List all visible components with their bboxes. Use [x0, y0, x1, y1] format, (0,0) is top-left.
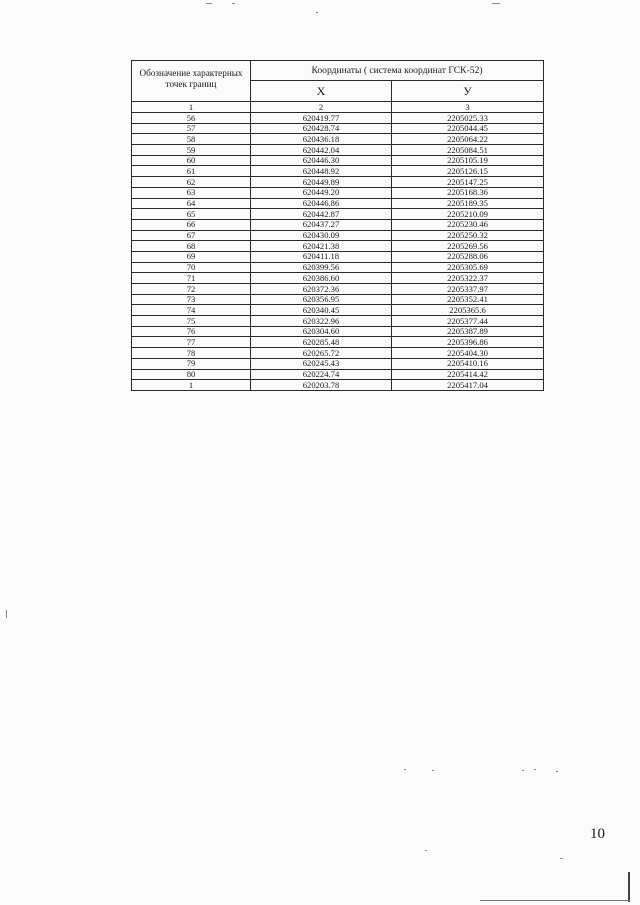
scan-speck [232, 3, 235, 4]
y-coordinate-cell: 2205387.89 [392, 326, 544, 337]
point-number-cell: 56 [132, 113, 251, 124]
scan-speck [425, 850, 427, 851]
point-number-cell: 69 [132, 251, 251, 262]
y-coordinate-cell: 2205404.30 [392, 348, 544, 359]
x-coordinate-cell: 620421.38 [251, 241, 392, 252]
x-coordinate-cell: 620411.18 [251, 251, 392, 262]
y-coordinate-cell: 2205084.51 [392, 145, 544, 156]
scan-edge-mark [628, 872, 630, 902]
y-coordinate-cell: 2205105.19 [392, 155, 544, 166]
scan-speck [316, 12, 318, 13]
y-coordinate-cell: 2205352.41 [392, 294, 544, 305]
y-coordinate-cell: 2205064.22 [392, 134, 544, 145]
point-number-cell: 57 [132, 123, 251, 134]
x-coordinate-cell: 620430.09 [251, 230, 392, 241]
table-row [132, 134, 544, 145]
table-row [132, 219, 544, 230]
header-number-row [132, 102, 544, 113]
point-number-cell: 72 [132, 284, 251, 295]
table-row [132, 187, 544, 198]
x-coordinate-cell: 620442.04 [251, 145, 392, 156]
point-number-cell: 77 [132, 337, 251, 348]
y-coordinate-cell: 2205044.45 [392, 123, 544, 134]
scan-speck [432, 770, 434, 771]
y-coordinate-cell: 2205365.6 [392, 305, 544, 316]
header-coordinates-group: Координаты ( система координат ГСК-52) [251, 61, 544, 81]
x-coordinate-cell: 620265.72 [251, 348, 392, 359]
table-row [132, 241, 544, 252]
x-coordinate-cell: 620304.60 [251, 326, 392, 337]
point-number-cell: 1 [132, 380, 251, 391]
scan-speck [560, 858, 563, 859]
point-number-cell: 59 [132, 145, 251, 156]
x-coordinate-cell: 620428.74 [251, 123, 392, 134]
table-row [132, 230, 544, 241]
scan-edge-mark [480, 900, 630, 901]
x-coordinate-cell: 620386.60 [251, 273, 392, 284]
y-coordinate-cell: 2205414.42 [392, 369, 544, 380]
x-coordinate-cell: 620245.43 [251, 358, 392, 369]
point-number-cell: 75 [132, 316, 251, 327]
y-coordinate-cell: 2205147.25 [392, 177, 544, 188]
x-coordinate-cell: 620372.36 [251, 284, 392, 295]
point-number-cell: 64 [132, 198, 251, 209]
table-row [132, 166, 544, 177]
point-number-cell: 79 [132, 358, 251, 369]
table-row [132, 262, 544, 273]
scan-speck [522, 770, 524, 771]
y-coordinate-cell: 2205322.37 [392, 273, 544, 284]
table-row [132, 326, 544, 337]
scan-speck [206, 3, 212, 4]
point-number-cell: 66 [132, 219, 251, 230]
x-coordinate-cell: 620340.45 [251, 305, 392, 316]
point-number-cell: 65 [132, 209, 251, 220]
point-number-cell: 70 [132, 262, 251, 273]
coordinates-table-body [132, 61, 544, 391]
y-coordinate-cell: 2205025.33 [392, 113, 544, 124]
header-row-1 [132, 61, 544, 81]
scan-speck [534, 769, 536, 770]
point-number-cell: 63 [132, 187, 251, 198]
table-row [132, 316, 544, 327]
header-x: X [251, 81, 392, 102]
point-number-cell: 60 [132, 155, 251, 166]
x-coordinate-cell: 620203.78 [251, 380, 392, 391]
y-coordinate-cell: 2205396.86 [392, 337, 544, 348]
x-coordinate-cell: 620399.56 [251, 262, 392, 273]
y-coordinate-cell: 2205269.56 [392, 241, 544, 252]
point-number-cell: 67 [132, 230, 251, 241]
header-point-label: Обозначение характерных точек границ [132, 61, 251, 102]
point-number-cell: 78 [132, 348, 251, 359]
x-coordinate-cell: 620224.74 [251, 369, 392, 380]
point-number-cell: 71 [132, 273, 251, 284]
table-row [132, 380, 544, 391]
x-coordinate-cell: 620446.30 [251, 155, 392, 166]
table-row [132, 273, 544, 284]
table-row [132, 337, 544, 348]
point-number-cell: 62 [132, 177, 251, 188]
y-coordinate-cell: 2205189.35 [392, 198, 544, 209]
table-row [132, 294, 544, 305]
y-coordinate-cell: 2205377.44 [392, 316, 544, 327]
x-coordinate-cell: 620419.77 [251, 113, 392, 124]
point-number-cell: 61 [132, 166, 251, 177]
table-row [132, 369, 544, 380]
scan-speck [492, 3, 500, 4]
coordinates-table [131, 60, 544, 391]
y-coordinate-cell: 2205337.97 [392, 284, 544, 295]
x-coordinate-cell: 620436.18 [251, 134, 392, 145]
header-y: У [392, 81, 544, 102]
table-row [132, 155, 544, 166]
y-coordinate-cell: 2205417.04 [392, 380, 544, 391]
x-coordinate-cell: 620437.27 [251, 219, 392, 230]
y-coordinate-cell: 2205288.06 [392, 251, 544, 262]
y-coordinate-cell: 2205126.15 [392, 166, 544, 177]
x-coordinate-cell: 620448.92 [251, 166, 392, 177]
table-row [132, 358, 544, 369]
table-row [132, 177, 544, 188]
table-row [132, 305, 544, 316]
table-row [132, 113, 544, 124]
point-number-cell: 76 [132, 326, 251, 337]
y-coordinate-cell: 2205230.46 [392, 219, 544, 230]
y-coordinate-cell: 2205168.36 [392, 187, 544, 198]
table-row [132, 284, 544, 295]
scan-speck [6, 610, 7, 618]
table-row [132, 209, 544, 220]
x-coordinate-cell: 620285.48 [251, 337, 392, 348]
x-coordinate-cell: 620449.20 [251, 187, 392, 198]
point-number-cell: 68 [132, 241, 251, 252]
x-coordinate-cell: 620322.96 [251, 316, 392, 327]
y-coordinate-cell: 2205410.16 [392, 358, 544, 369]
point-number-cell: 74 [132, 305, 251, 316]
point-number-cell: 73 [132, 294, 251, 305]
table-row [132, 348, 544, 359]
table-row [132, 145, 544, 156]
table-row [132, 251, 544, 262]
column-number-1: 1 [132, 102, 251, 113]
x-coordinate-cell: 620449.89 [251, 177, 392, 188]
point-number-cell: 80 [132, 369, 251, 380]
scan-speck [556, 771, 558, 772]
x-coordinate-cell: 620446.86 [251, 198, 392, 209]
table-row [132, 123, 544, 134]
point-number-cell: 58 [132, 134, 251, 145]
y-coordinate-cell: 2205305.69 [392, 262, 544, 273]
page-number: 10 [590, 826, 605, 842]
x-coordinate-cell: 620356.95 [251, 294, 392, 305]
y-coordinate-cell: 2205210.09 [392, 209, 544, 220]
x-coordinate-cell: 620442.87 [251, 209, 392, 220]
column-number-3: 3 [392, 102, 544, 113]
column-number-2: 2 [251, 102, 392, 113]
table-row [132, 198, 544, 209]
y-coordinate-cell: 2205250.32 [392, 230, 544, 241]
scan-speck [404, 769, 406, 770]
